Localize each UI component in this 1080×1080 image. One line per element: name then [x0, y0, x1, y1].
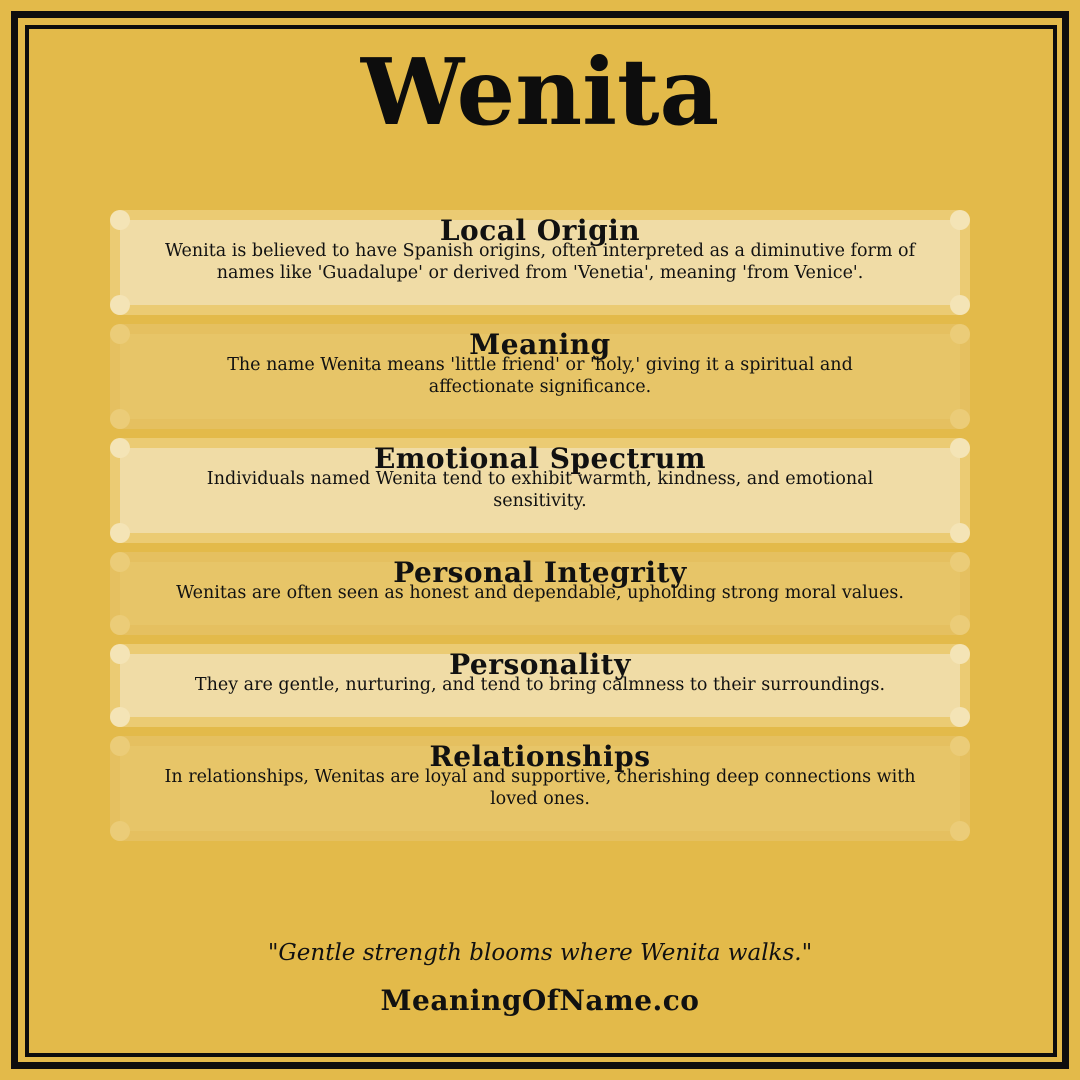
section-heading: Personal Integrity	[393, 556, 687, 589]
section-card-meaning	[110, 324, 970, 429]
section-text: Wenita is believed to have Spanish origins, often interpreted as a diminutive form of names like 'Guadalupe' or derived from 'Venetia', meaning 'from Venice'.	[164, 241, 916, 283]
section-card-local-origin	[110, 210, 970, 315]
section-heading: Local Origin	[439, 214, 641, 247]
quote: "Gentle strength blooms where Wenita walks."	[267, 940, 813, 966]
section-card-relationships	[110, 736, 970, 841]
brand-footer: MeaningOfName.co	[380, 984, 700, 1017]
section-heading: Personality	[449, 648, 631, 681]
section-text: They are gentle, nurturing, and tend to bring calmness to their surroundings.	[194, 675, 886, 695]
section-card-emotional-spectrum	[110, 438, 970, 543]
section-heading: Meaning	[469, 328, 611, 361]
page-title: Wenita	[360, 38, 720, 146]
section-heading: Emotional Spectrum	[373, 442, 707, 475]
section-heading: Relationships	[429, 740, 651, 773]
section-text: In relationships, Wenitas are loyal and supportive, cherishing deep connections with loved ones.	[164, 767, 916, 809]
section-card-personal-integrity	[110, 552, 970, 635]
section-text: Individuals named Wenita tend to exhibit warmth, kindness, and emotional sensitivity.	[206, 469, 874, 511]
section-text: Wenitas are often seen as honest and dependable, upholding strong moral values.	[176, 583, 904, 603]
section-card-personality	[110, 644, 970, 727]
section-text: The name Wenita means 'little friend' or 'holy,' giving it a spiritual and affectionate significance.	[227, 355, 853, 397]
